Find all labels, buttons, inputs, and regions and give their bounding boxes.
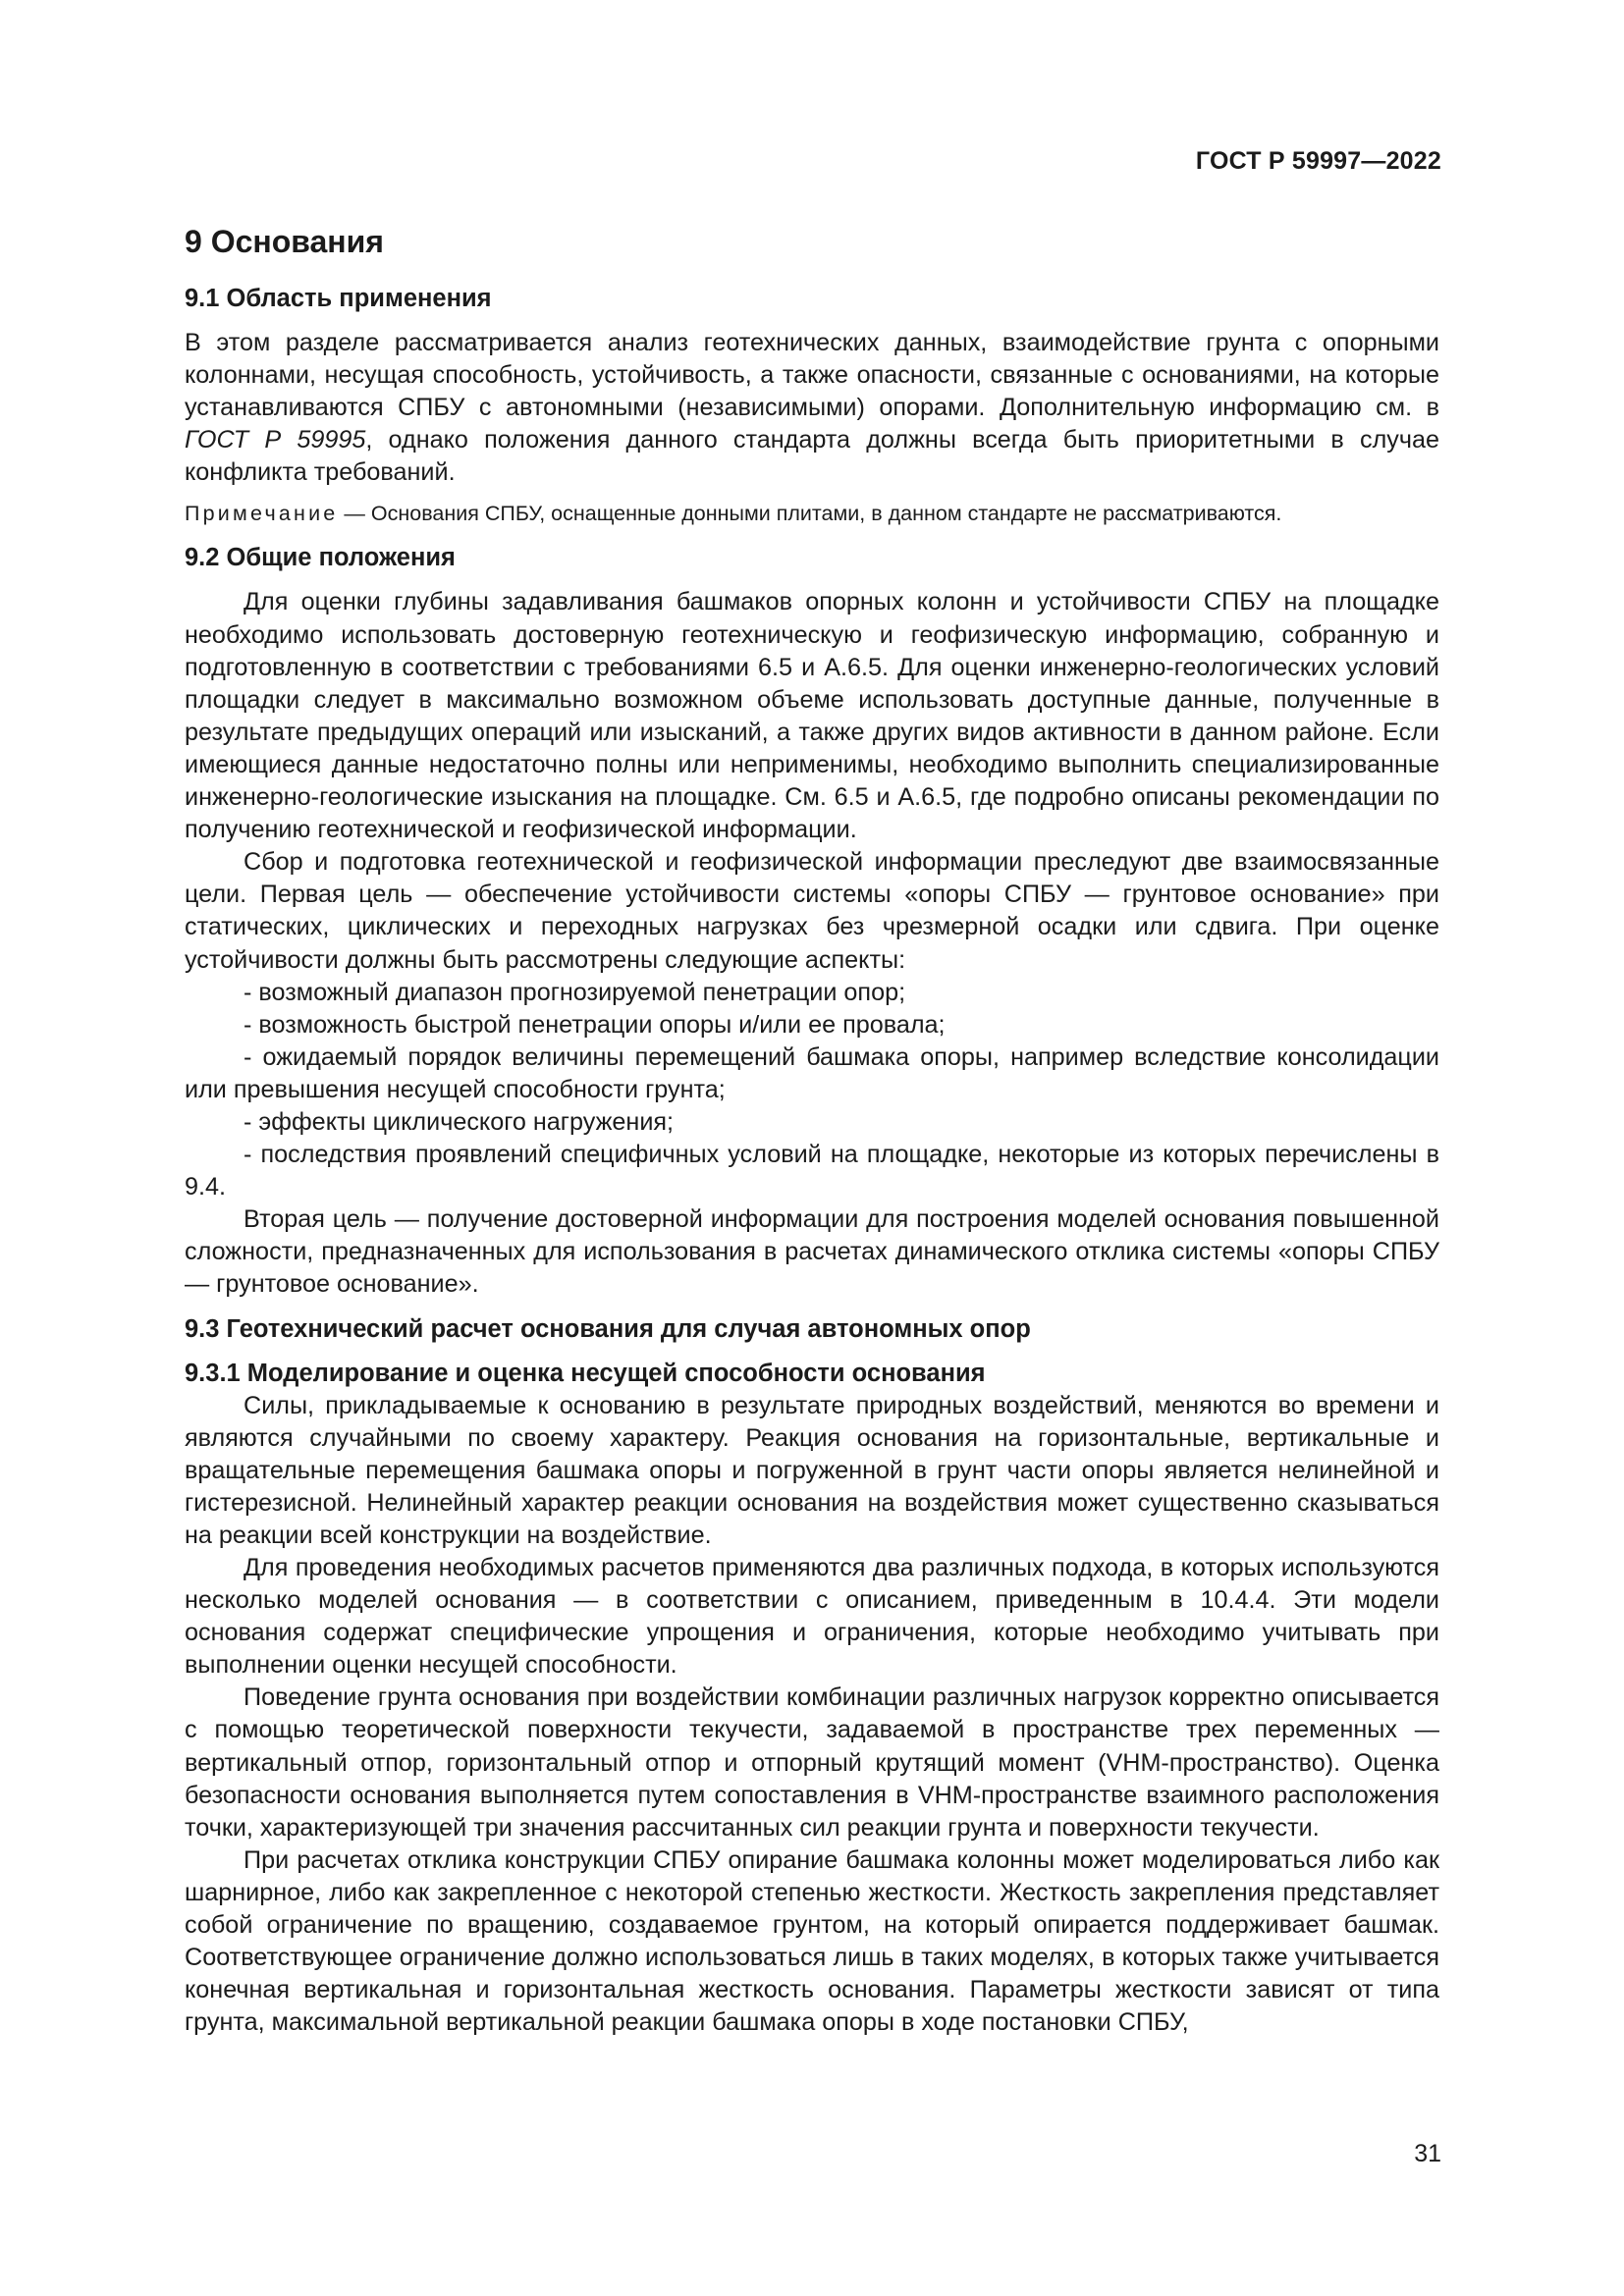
note [185, 499, 1439, 528]
list-item: - эффекты циклического нагружения; [244, 1107, 675, 1136]
list-item: - последствия проявлений специфичных условий на площадке, некоторые из которых перечислены в 9.4. [185, 1141, 1439, 1201]
section-9-3-1-paragraph-2: Для проведения необходимых расчетов применяются два различных подхода, в которых используются несколько моделей основания — в соответствии с описанием, приведенным в 10.4.4. Эти модели основания содержат специфические упрощения и ограничения, которые необходимо учитывать при выполнении оценки несущей способности. [185, 1554, 1439, 1680]
page-number: 31 [1414, 2140, 1441, 2167]
section-9-heading: 9 Основания [185, 224, 384, 259]
section-9-2-paragraph-3: Вторая цель — получение достоверной информации для построения моделей основания повышенной сложности, предназначенных для использования в расчетах динамического отклика системы «опоры СПБУ — грунтовое основание». [185, 1205, 1439, 1299]
section-9-3-1-heading: 9.3.1 Моделирование и оценка несущей способности основания [185, 1359, 986, 1387]
spacer [185, 1302, 1439, 1313]
note-text: — Основания СПБУ, оснащенные донными плитами, в данном стандарте не рассматриваются. [338, 502, 1282, 526]
paragraph-text: В этом разделе рассматривается анализ геотехнических данных, взаимодействие грунта с опорными колоннами, несущая способность, устойчивость, а также опасности, связанные с основаниями, на которые устанавливаются СПБУ с автономными (независимыми) опорами. Дополнительную информацию см. в [185, 329, 1439, 422]
section-9-2-paragraph-1: Для оценки глубины задавливания башмаков опорных колонн и устойчивости СПБУ на площадке необходимо использовать достоверную геотехническую и геофизическую информацию, собранную и подготовленную в соответствии с требованиями 6.5 и А.6.5. Для оценки инженерно-геологических условий площадки следует в максимально возможном объеме использовать доступные данные, полученные в результате предыдущих операций или изысканий, а также других видов активности в данном районе. Если имеющиеся данные недостаточно полны или неприменимы, необходимо выполнить специализированные инженерно-геологические изыскания на площадке. См. 6.5 и А.6.5, где подробно описаны рекомендации по получению геотехнической и геофизической информации. [185, 588, 1439, 844]
section-9-1-paragraph [185, 327, 1439, 489]
list-item: - возможность быстрой пенетрации опоры и/или ее провала; [244, 1010, 946, 1039]
section-9-2-paragraph-2: Сбор и подготовка геотехнической и геофизической информации преследуют две взаимосвязанные цели. Первая цель — обеспечение устойчивости системы «опоры СПБУ — грунтовое основание» при статических, циклических и переходных нагрузках без чрезмерной осадки или сдвига. При оценке устойчивости должны быть рассмотрены следующие аспекты: [185, 848, 1439, 974]
section-9-3-heading: 9.3 Геотехнический расчет основания для случая автономных опор [185, 1314, 1031, 1343]
note-label: Примечание [185, 502, 339, 526]
section-9-3-1-paragraph-3: Поведение грунта основания при воздействии комбинации различных нагрузок корректно описывается с помощью теоретической поверхности текучести, задаваемой в пространстве трех переменных — вертикальный отпор, горизонтальный отпор и отпорный крутящий момент (VHM-пространство). Оценка безопасности основания выполняется путем сопоставления в VHM-пространстве взаимного расположения точки, характеризующей три значения рассчитанных сил реакции грунта и поверхности текучести. [185, 1683, 1439, 1842]
list-item: - ожидаемый порядок величины перемещений башмака опоры, например вследствие консолидации или превышения несущей способности грунта; [185, 1042, 1439, 1103]
section-9-2-heading: 9.2 Общие положения [185, 544, 456, 572]
section-9-1-heading: 9.1 Область применения [185, 285, 492, 312]
page-content [185, 222, 1439, 2039]
standard-reference: ГОСТ Р 59995 [185, 426, 366, 454]
paragraph-text: , однако положения данного стандарта должны всегда быть приоритетными в случае конфликта требований. [185, 426, 1439, 487]
section-9-3-1-paragraph-1: Силы, прикладываемые к основанию в результате природных воздействий, меняются во времени и являются случайными по своему характеру. Реакция основания на горизонтальные, вертикальные и вращательные перемещения башмака опоры и погруженной в грунт части опоры является нелинейной и гистерезисной. Нелинейный характер реакции основания на воздействия может существенно сказываться на реакции всей конструкции на воздействие. [185, 1391, 1439, 1549]
list-item: - возможный диапазон прогнозируемой пенетрации опор; [244, 978, 906, 1006]
section-9-3-1-paragraph-4: При расчетах отклика конструкции СПБУ опирание башмака колонны может моделироваться либо как шарнирное, либо как закрепленное с некоторой степенью жесткости. Жесткость закрепления представляет собой ограничение по вращению, создаваемое грунтом, на который опирается поддерживает башмак. Соответствующее ограничение должно использоваться лишь в таких моделях, в которых также учитывается конечная вертикальная и горизонтальная жесткость основания. Параметры жесткости зависят от типа грунта, максимальной вертикальной реакции башмака опоры в ходе постановки СПБУ, [185, 1845, 1439, 2037]
document-code: ГОСТ Р 59997—2022 [1195, 147, 1441, 175]
